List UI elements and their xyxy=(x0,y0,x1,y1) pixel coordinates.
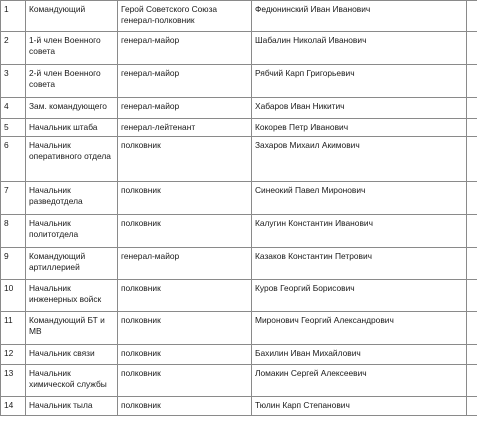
table-row xyxy=(1,280,477,312)
position-cell: Начальник разведотдела xyxy=(26,182,118,215)
position-cell: 2-й член Военного совета xyxy=(26,65,118,98)
rank-cell: полковник xyxy=(118,397,252,416)
table-row xyxy=(1,119,477,137)
rank-cell: генерал-лейтенант xyxy=(118,119,252,137)
position-cell: Начальник тыла xyxy=(26,397,118,416)
position-cell: Командующий артиллерией xyxy=(26,248,118,280)
row-number: 11 xyxy=(1,312,26,345)
spacer-cell xyxy=(467,182,477,215)
rank-cell: полковник xyxy=(118,215,252,248)
row-number: 9 xyxy=(1,248,26,280)
table-row xyxy=(1,312,477,345)
name-cell: Синеокий Павел Миронович xyxy=(252,182,467,215)
position-cell: Начальник химической службы xyxy=(26,365,118,397)
spacer-cell xyxy=(467,32,477,65)
name-cell: Кокорев Петр Иванович xyxy=(252,119,467,137)
row-number: 3 xyxy=(1,65,26,98)
name-cell: Миронович Георгий Александрович xyxy=(252,312,467,345)
spacer-cell xyxy=(467,137,477,182)
row-number: 1 xyxy=(1,1,26,32)
spacer-cell xyxy=(467,98,477,119)
rank-cell: полковник xyxy=(118,345,252,365)
name-cell: Рябчий Карп Григорьевич xyxy=(252,65,467,98)
spacer-cell xyxy=(467,1,477,32)
name-cell: Шабалин Николай Иванович xyxy=(252,32,467,65)
name-cell: Захаров Михаил Акимович xyxy=(252,137,467,182)
table-row xyxy=(1,345,477,365)
name-cell: Ломакин Сергей Алексеевич xyxy=(252,365,467,397)
name-cell: Бахилин Иван Михайлович xyxy=(252,345,467,365)
name-cell: Федюнинский Иван Иванович xyxy=(252,1,467,32)
rank-cell: полковник xyxy=(118,365,252,397)
spacer-cell xyxy=(467,248,477,280)
position-cell: Зам. командующего xyxy=(26,98,118,119)
table-row xyxy=(1,365,477,397)
rank-cell: Герой Советского Союза генерал-полковник xyxy=(118,1,252,32)
row-number: 13 xyxy=(1,365,26,397)
rank-cell: полковник xyxy=(118,182,252,215)
rank-cell: генерал-майор xyxy=(118,248,252,280)
position-cell: Командующий xyxy=(26,1,118,32)
position-cell: Начальник связи xyxy=(26,345,118,365)
row-number: 12 xyxy=(1,345,26,365)
name-cell: Казаков Константин Петрович xyxy=(252,248,467,280)
spacer-cell xyxy=(467,215,477,248)
spacer-cell xyxy=(467,397,477,416)
table-row xyxy=(1,397,477,416)
row-number: 2 xyxy=(1,32,26,65)
table-row xyxy=(1,182,477,215)
row-number: 5 xyxy=(1,119,26,137)
spacer-cell xyxy=(467,345,477,365)
row-number: 8 xyxy=(1,215,26,248)
rank-cell: генерал-майор xyxy=(118,98,252,119)
table-row xyxy=(1,1,477,32)
table-row xyxy=(1,137,477,182)
spacer-cell xyxy=(467,119,477,137)
spacer-cell xyxy=(467,365,477,397)
rank-cell: полковник xyxy=(118,280,252,312)
row-number: 7 xyxy=(1,182,26,215)
position-cell: Начальник политотдела xyxy=(26,215,118,248)
spacer-cell xyxy=(467,312,477,345)
position-cell: Начальник оперативного отдела xyxy=(26,137,118,182)
position-cell: Командующий БТ и МВ xyxy=(26,312,118,345)
name-cell: Калугин Константин Иванович xyxy=(252,215,467,248)
row-number: 10 xyxy=(1,280,26,312)
table-row xyxy=(1,98,477,119)
rank-cell: генерал-майор xyxy=(118,32,252,65)
rank-cell: полковник xyxy=(118,137,252,182)
table-row xyxy=(1,32,477,65)
name-cell: Хабаров Иван Никитич xyxy=(252,98,467,119)
row-number: 4 xyxy=(1,98,26,119)
position-cell: Начальник инженерных войск xyxy=(26,280,118,312)
row-number: 14 xyxy=(1,397,26,416)
position-cell: Начальник штаба xyxy=(26,119,118,137)
name-cell: Куров Георгий Борисович xyxy=(252,280,467,312)
table-body xyxy=(1,1,477,416)
table-row xyxy=(1,248,477,280)
spacer-cell xyxy=(467,65,477,98)
position-cell: 1-й член Военного совета xyxy=(26,32,118,65)
row-number: 6 xyxy=(1,137,26,182)
rank-cell: генерал-майор xyxy=(118,65,252,98)
table-row xyxy=(1,215,477,248)
rank-cell: полковник xyxy=(118,312,252,345)
table-row xyxy=(1,65,477,98)
spacer-cell xyxy=(467,280,477,312)
name-cell: Тюлин Карп Степанович xyxy=(252,397,467,416)
